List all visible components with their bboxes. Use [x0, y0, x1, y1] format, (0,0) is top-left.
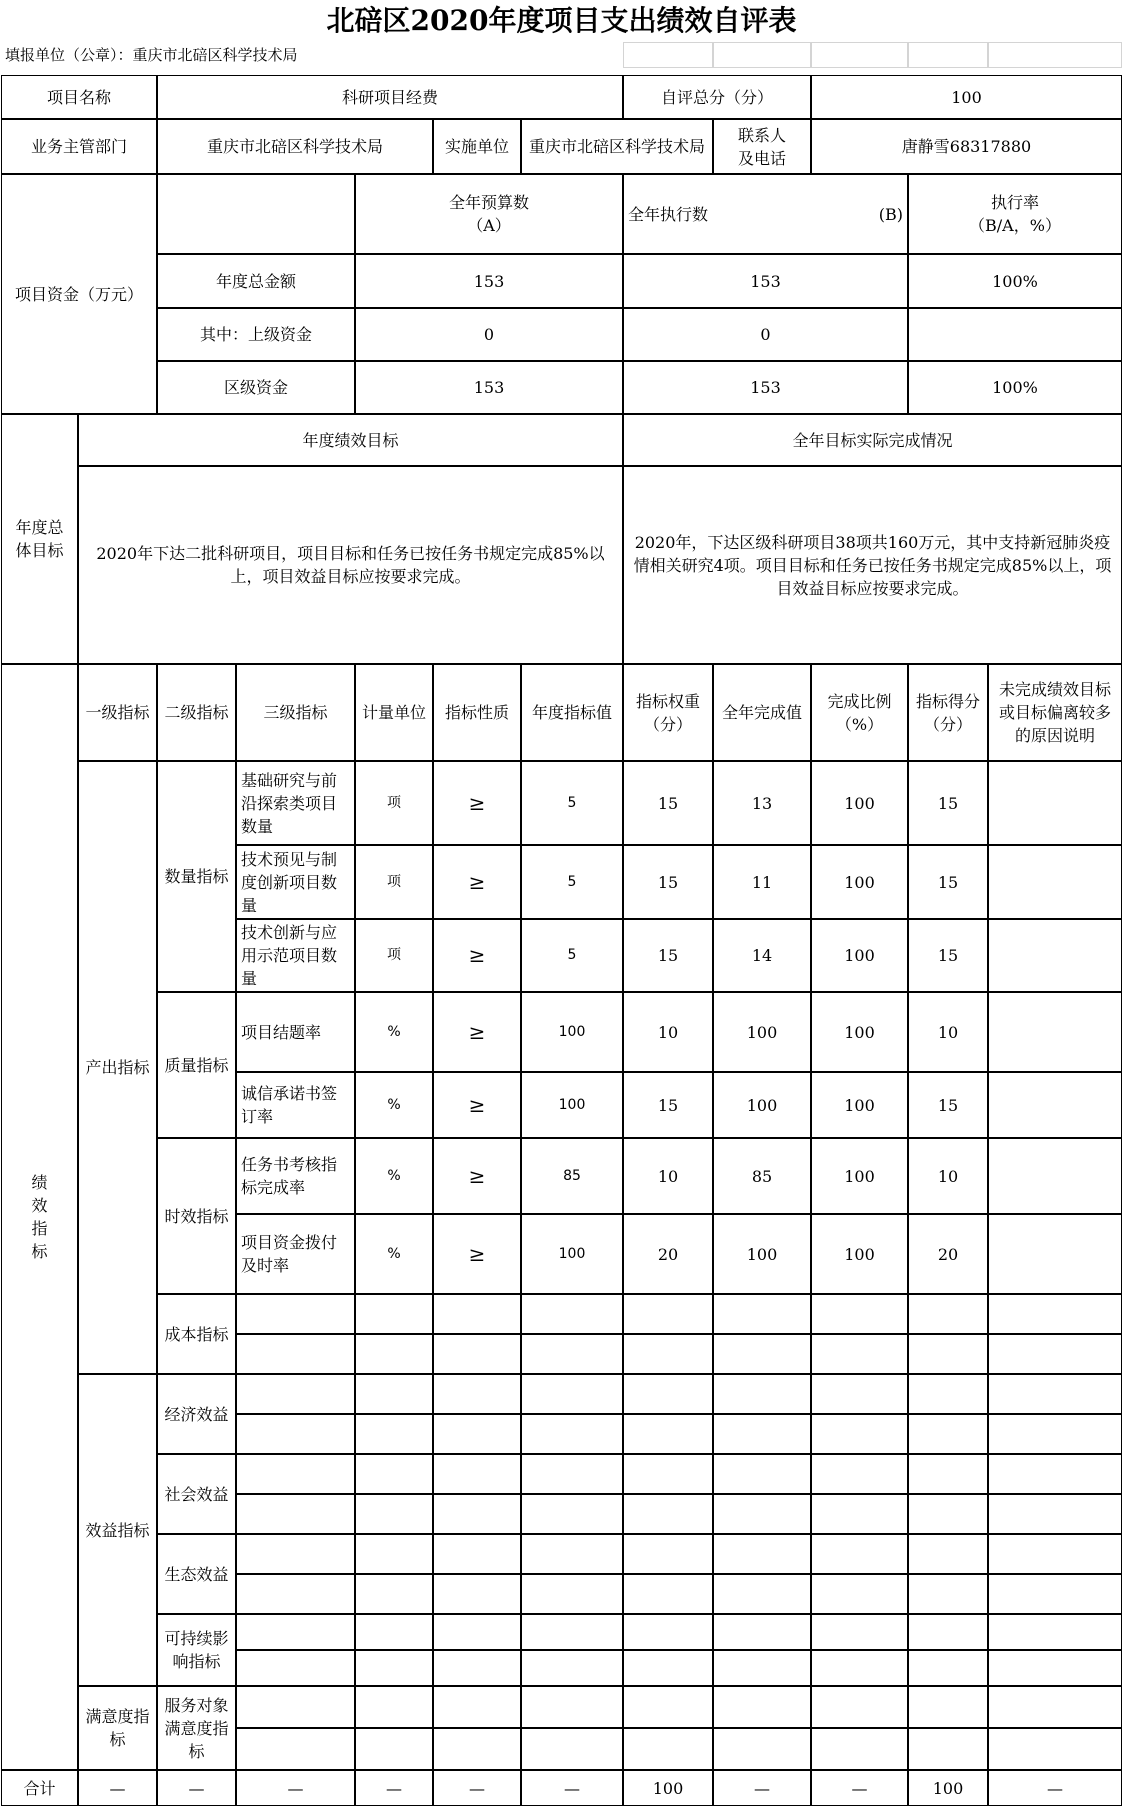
indicator-6-ratio: 100 [811, 1138, 908, 1214]
empty-row-8-col-6 [521, 1574, 623, 1614]
indicator-2-ratio: 100 [811, 845, 908, 919]
district-budget-value: 153 [355, 361, 623, 414]
indicator-header-4: 计量单位 [355, 664, 433, 761]
empty-row-4-col-4 [355, 1414, 433, 1454]
empty-row-2-col-5 [433, 1334, 521, 1374]
indicator-5-unit: % [355, 1072, 433, 1138]
level2-7: 生态效益 [157, 1534, 236, 1614]
empty-row-9-col-9 [811, 1614, 908, 1650]
rate-col-header: 执行率 （B/A，%） [908, 174, 1122, 254]
empty-row-1-col-9 [811, 1294, 908, 1334]
indicator-5-reason [988, 1072, 1122, 1138]
total-col-7: 100 [623, 1770, 713, 1806]
empty-row-7-col-11 [988, 1534, 1122, 1574]
empty-row-8-col-4 [355, 1574, 433, 1614]
level1-satisfaction: 满意度指标 [78, 1686, 157, 1770]
empty-row-3-col-7 [623, 1374, 713, 1414]
empty-row-10-col-10 [908, 1650, 988, 1686]
indicator-2-nature: ≥ [433, 845, 521, 919]
indicator-2-unit: 项 [355, 845, 433, 919]
filler-grid-4 [908, 42, 988, 68]
contact-label: 联系人 及电话 [713, 119, 811, 174]
empty-row-12-col-6 [521, 1728, 623, 1770]
indicator-header-7: 指标权重（分） [623, 664, 713, 761]
district-funds-label: 区级资金 [157, 361, 355, 414]
contact-value: 唐静雪68317880 [811, 119, 1122, 174]
empty-row-11-col-10 [908, 1686, 988, 1728]
indicator-7-unit: % [355, 1214, 433, 1294]
total-col-11: — [988, 1770, 1122, 1806]
department-value: 重庆市北碚区科学技术局 [157, 119, 433, 174]
indicator-1-actual: 13 [713, 761, 811, 845]
empty-row-10-col-11 [988, 1650, 1122, 1686]
empty-row-6-col-9 [811, 1494, 908, 1534]
empty-row-5-col-8 [713, 1454, 811, 1494]
indicator-1-target: 5 [521, 761, 623, 845]
empty-row-8-col-11 [988, 1574, 1122, 1614]
impl-unit-value: 重庆市北碚区科学技术局 [521, 119, 713, 174]
empty-row-10-col-5 [433, 1650, 521, 1686]
level2-3: 时效指标 [157, 1138, 236, 1294]
empty-row-12-col-9 [811, 1728, 908, 1770]
empty-row-11-col-5 [433, 1686, 521, 1728]
indicator-4-reason [988, 992, 1122, 1072]
total-col-4: — [355, 1770, 433, 1806]
indicator-4-nature: ≥ [433, 992, 521, 1072]
empty-row-7-col-5 [433, 1534, 521, 1574]
empty-row-2-col-6 [521, 1334, 623, 1374]
empty-row-7-col-4 [355, 1534, 433, 1574]
empty-row-12-col-4 [355, 1728, 433, 1770]
empty-row-6-col-5 [433, 1494, 521, 1534]
empty-row-2-col-4 [355, 1334, 433, 1374]
empty-row-12-col-8 [713, 1728, 811, 1770]
empty-row-10-col-8 [713, 1650, 811, 1686]
empty-row-4-col-10 [908, 1414, 988, 1454]
funds-blank-header [157, 174, 355, 254]
indicator-header-5: 指标性质 [433, 664, 521, 761]
indicator-4-name: 项目结题率 [236, 992, 355, 1072]
self-score-value: 100 [811, 75, 1122, 119]
filler-grid-1 [623, 42, 713, 68]
total-col-10: 100 [908, 1770, 988, 1806]
empty-row-2-col-7 [623, 1334, 713, 1374]
empty-row-9-col-4 [355, 1614, 433, 1650]
empty-row-4-col-9 [811, 1414, 908, 1454]
budget-col-header: 全年预算数 （A） [355, 174, 623, 254]
indicator-3-nature: ≥ [433, 919, 521, 992]
indicator-3-target: 5 [521, 919, 623, 992]
indicator-header-6: 年度指标值 [521, 664, 623, 761]
indicator-2-weight: 15 [623, 845, 713, 919]
empty-row-4-col-3 [236, 1414, 355, 1454]
indicator-5-actual: 100 [713, 1072, 811, 1138]
indicator-5-score: 15 [908, 1072, 988, 1138]
empty-row-6-col-8 [713, 1494, 811, 1534]
indicator-6-unit: % [355, 1138, 433, 1214]
empty-row-5-col-3 [236, 1454, 355, 1494]
perf-indicators-label: 绩 效 指 标 [1, 664, 78, 1770]
filler-grid-5 [988, 42, 1122, 68]
level1-output: 产出指标 [78, 761, 157, 1374]
indicator-7-actual: 100 [713, 1214, 811, 1294]
indicator-6-weight: 10 [623, 1138, 713, 1214]
empty-row-7-col-9 [811, 1534, 908, 1574]
district-exec-value: 153 [623, 361, 908, 414]
empty-row-1-col-10 [908, 1294, 988, 1334]
empty-row-2-col-8 [713, 1334, 811, 1374]
indicator-6-target: 85 [521, 1138, 623, 1214]
empty-row-3-col-11 [988, 1374, 1122, 1414]
empty-row-3-col-3 [236, 1374, 355, 1414]
indicator-1-nature: ≥ [433, 761, 521, 845]
indicator-7-reason [988, 1214, 1122, 1294]
indicator-header-9: 完成比例（%） [811, 664, 908, 761]
indicator-4-unit: % [355, 992, 433, 1072]
indicator-2-target: 5 [521, 845, 623, 919]
empty-row-12-col-7 [623, 1728, 713, 1770]
empty-row-7-col-3 [236, 1534, 355, 1574]
empty-row-7-col-10 [908, 1534, 988, 1574]
indicator-1-weight: 15 [623, 761, 713, 845]
empty-row-1-col-7 [623, 1294, 713, 1334]
total-label: 合计 [1, 1770, 78, 1806]
empty-row-4-col-7 [623, 1414, 713, 1454]
total-rate-value: 100% [908, 254, 1122, 308]
empty-row-3-col-4 [355, 1374, 433, 1414]
indicator-1-reason [988, 761, 1122, 845]
page-title: 北碚区2020年度项目支出绩效自评表 [326, 4, 797, 37]
indicator-6-actual: 85 [713, 1138, 811, 1214]
empty-row-4-col-5 [433, 1414, 521, 1454]
indicator-4-weight: 10 [623, 992, 713, 1072]
empty-row-11-col-9 [811, 1686, 908, 1728]
empty-row-6-col-10 [908, 1494, 988, 1534]
indicator-header-11: 未完成绩效目标或目标偏离较多的原因说明 [988, 664, 1122, 761]
funds-label: 项目资金（万元） [1, 174, 157, 414]
indicator-7-target: 100 [521, 1214, 623, 1294]
indicator-7-name: 项目资金拨付及时率 [236, 1214, 355, 1294]
empty-row-3-col-9 [811, 1374, 908, 1414]
indicator-3-ratio: 100 [811, 919, 908, 992]
empty-row-6-col-3 [236, 1494, 355, 1534]
level2-2: 质量指标 [157, 992, 236, 1138]
actual-text: 2020年，下达区级科研项目38项共160万元，其中支持新冠肺炎疫情相关研究4项。项目目标和任务已按任务书规定完成85%以上，项目效益目标应按要求完成。 [623, 466, 1122, 664]
indicator-2-name: 技术预见与制度创新项目数量 [236, 845, 355, 919]
empty-row-2-col-9 [811, 1334, 908, 1374]
empty-row-11-col-7 [623, 1686, 713, 1728]
superior-exec-value: 0 [623, 308, 908, 361]
empty-row-11-col-6 [521, 1686, 623, 1728]
annual-goal-label: 年度总 体目标 [1, 414, 78, 664]
empty-row-6-col-11 [988, 1494, 1122, 1534]
indicator-3-score: 15 [908, 919, 988, 992]
indicator-3-name: 技术创新与应用示范项目数量 [236, 919, 355, 992]
empty-row-12-col-5 [433, 1728, 521, 1770]
empty-row-6-col-7 [623, 1494, 713, 1534]
empty-row-12-col-11 [988, 1728, 1122, 1770]
empty-row-7-col-7 [623, 1534, 713, 1574]
empty-row-2-col-10 [908, 1334, 988, 1374]
empty-row-5-col-10 [908, 1454, 988, 1494]
empty-row-5-col-4 [355, 1454, 433, 1494]
indicator-5-nature: ≥ [433, 1072, 521, 1138]
total-col-5: — [433, 1770, 521, 1806]
empty-row-5-col-7 [623, 1454, 713, 1494]
indicator-6-name: 任务书考核指标完成率 [236, 1138, 355, 1214]
indicator-3-weight: 15 [623, 919, 713, 992]
level2-6: 社会效益 [157, 1454, 236, 1534]
level2-4: 成本指标 [157, 1294, 236, 1374]
empty-row-1-col-4 [355, 1294, 433, 1334]
self-score-label: 自评总分（分） [623, 75, 811, 119]
empty-row-12-col-10 [908, 1728, 988, 1770]
empty-row-3-col-5 [433, 1374, 521, 1414]
indicator-4-score: 10 [908, 992, 988, 1072]
empty-row-10-col-9 [811, 1650, 908, 1686]
empty-row-10-col-7 [623, 1650, 713, 1686]
empty-row-4-col-8 [713, 1414, 811, 1454]
total-budget-value: 153 [355, 254, 623, 308]
empty-row-9-col-7 [623, 1614, 713, 1650]
empty-row-12-col-3 [236, 1728, 355, 1770]
empty-row-7-col-6 [521, 1534, 623, 1574]
empty-row-10-col-6 [521, 1650, 623, 1686]
indicator-6-reason [988, 1138, 1122, 1214]
indicator-1-score: 15 [908, 761, 988, 845]
indicator-7-weight: 20 [623, 1214, 713, 1294]
empty-row-2-col-11 [988, 1334, 1122, 1374]
indicator-1-ratio: 100 [811, 761, 908, 845]
indicator-6-nature: ≥ [433, 1138, 521, 1214]
indicator-header-2: 二级指标 [157, 664, 236, 761]
indicator-2-reason [988, 845, 1122, 919]
goal-col-header: 年度绩效目标 [78, 414, 623, 466]
department-label: 业务主管部门 [1, 119, 157, 174]
district-rate-value: 100% [908, 361, 1122, 414]
empty-row-1-col-8 [713, 1294, 811, 1334]
total-col-3: — [236, 1770, 355, 1806]
indicator-1-name: 基础研究与前沿探索类项目数量 [236, 761, 355, 845]
empty-row-8-col-5 [433, 1574, 521, 1614]
total-col-2: — [157, 1770, 236, 1806]
empty-row-4-col-6 [521, 1414, 623, 1454]
impl-unit-label: 实施单位 [433, 119, 521, 174]
empty-row-6-col-4 [355, 1494, 433, 1534]
empty-row-3-col-10 [908, 1374, 988, 1414]
empty-row-3-col-6 [521, 1374, 623, 1414]
indicator-7-score: 20 [908, 1214, 988, 1294]
empty-row-11-col-4 [355, 1686, 433, 1728]
empty-row-11-col-8 [713, 1686, 811, 1728]
indicator-5-weight: 15 [623, 1072, 713, 1138]
empty-row-11-col-3 [236, 1686, 355, 1728]
empty-row-9-col-6 [521, 1614, 623, 1650]
empty-row-9-col-11 [988, 1614, 1122, 1650]
empty-row-2-col-3 [236, 1334, 355, 1374]
exec-col-header: 全年执行数 (B) [623, 174, 908, 254]
empty-row-10-col-4 [355, 1650, 433, 1686]
indicator-5-ratio: 100 [811, 1072, 908, 1138]
indicator-header-3: 三级指标 [236, 664, 355, 761]
empty-row-5-col-6 [521, 1454, 623, 1494]
indicator-2-score: 15 [908, 845, 988, 919]
indicator-1-unit: 项 [355, 761, 433, 845]
level2-9: 服务对象满意度指标 [157, 1686, 236, 1770]
empty-row-8-col-10 [908, 1574, 988, 1614]
indicator-3-actual: 14 [713, 919, 811, 992]
indicator-3-unit: 项 [355, 919, 433, 992]
empty-row-7-col-8 [713, 1534, 811, 1574]
empty-row-8-col-9 [811, 1574, 908, 1614]
total-col-9: — [811, 1770, 908, 1806]
indicator-4-ratio: 100 [811, 992, 908, 1072]
level2-8: 可持续影响指标 [157, 1614, 236, 1686]
empty-row-9-col-5 [433, 1614, 521, 1650]
indicator-header-1: 一级指标 [78, 664, 157, 761]
indicator-5-target: 100 [521, 1072, 623, 1138]
empty-row-6-col-6 [521, 1494, 623, 1534]
total-funds-label: 年度总金额 [157, 254, 355, 308]
empty-row-9-col-3 [236, 1614, 355, 1650]
empty-row-4-col-11 [988, 1414, 1122, 1454]
empty-row-10-col-3 [236, 1650, 355, 1686]
indicator-3-reason [988, 919, 1122, 992]
indicator-7-nature: ≥ [433, 1214, 521, 1294]
total-exec-value: 153 [623, 254, 908, 308]
indicator-header-8: 全年完成值 [713, 664, 811, 761]
empty-row-5-col-9 [811, 1454, 908, 1494]
project-name-label: 项目名称 [1, 75, 157, 119]
superior-budget-value: 0 [355, 308, 623, 361]
level2-1: 数量指标 [157, 761, 236, 992]
empty-row-1-col-6 [521, 1294, 623, 1334]
empty-row-5-col-11 [988, 1454, 1122, 1494]
superior-funds-label: 其中：上级资金 [157, 308, 355, 361]
empty-row-8-col-8 [713, 1574, 811, 1614]
empty-row-1-col-11 [988, 1294, 1122, 1334]
indicator-4-target: 100 [521, 992, 623, 1072]
empty-row-8-col-7 [623, 1574, 713, 1614]
project-name-value: 科研项目经费 [157, 75, 623, 119]
actual-col-header: 全年目标实际完成情况 [623, 414, 1122, 466]
indicator-5-name: 诚信承诺书签订率 [236, 1072, 355, 1138]
total-col-1: — [78, 1770, 157, 1806]
empty-row-1-col-3 [236, 1294, 355, 1334]
filler-grid-2 [713, 42, 811, 68]
filler-grid-3 [811, 42, 908, 68]
empty-row-9-col-10 [908, 1614, 988, 1650]
empty-row-5-col-5 [433, 1454, 521, 1494]
indicator-7-ratio: 100 [811, 1214, 908, 1294]
indicator-4-actual: 100 [713, 992, 811, 1072]
empty-row-1-col-5 [433, 1294, 521, 1334]
empty-row-3-col-8 [713, 1374, 811, 1414]
indicator-header-10: 指标得分（分） [908, 664, 988, 761]
empty-row-11-col-11 [988, 1686, 1122, 1728]
level2-5: 经济效益 [157, 1374, 236, 1454]
total-col-6: — [521, 1770, 623, 1806]
goal-text: 2020年下达二批科研项目，项目目标和任务已按任务书规定完成85%以上，项目效益目标应按要求完成。 [78, 466, 623, 664]
superior-rate-value [908, 308, 1122, 361]
empty-row-8-col-3 [236, 1574, 355, 1614]
indicator-6-score: 10 [908, 1138, 988, 1214]
empty-row-9-col-8 [713, 1614, 811, 1650]
indicator-2-actual: 11 [713, 845, 811, 919]
filler-label: 填报单位（公章）：重庆市北碚区科学技术局 [1, 42, 623, 68]
level1-benefit: 效益指标 [78, 1374, 157, 1686]
total-col-8: — [713, 1770, 811, 1806]
